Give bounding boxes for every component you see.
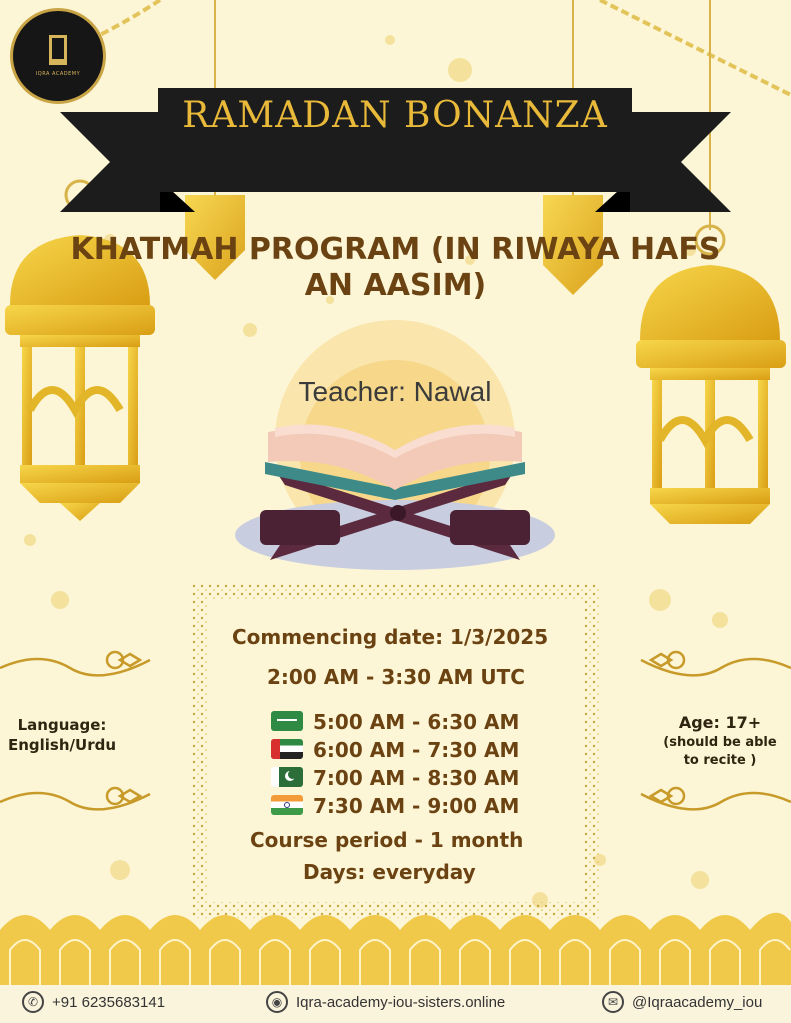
time-row-uae: 6:00 AM - 7:30 AM	[313, 738, 520, 762]
language-value: English/Urdu	[7, 736, 117, 754]
footer-website[interactable]	[266, 987, 505, 1017]
language-info	[0, 715, 124, 755]
utc-time: 2:00 AM - 3:30 AM UTC	[267, 665, 525, 689]
email-handle: @Iqraacademy_iou	[632, 993, 763, 1011]
phone-icon: ✆	[22, 991, 44, 1013]
course-period: Course period - 1 month	[250, 828, 524, 852]
age-note-2: to recite )	[683, 753, 757, 768]
language-label: Language:	[17, 716, 107, 734]
commencing-date: Commencing date: 1/3/2025	[232, 625, 549, 649]
mail-icon: ✉	[602, 991, 624, 1013]
age-label: Age: 17+	[678, 713, 762, 732]
saudi-arabia-flag-icon	[271, 711, 303, 731]
globe-icon: ◉	[266, 991, 288, 1013]
logo-monogram-icon	[49, 35, 67, 65]
website-link: Iqra-academy-iou-sisters.online	[296, 993, 506, 1011]
uae-flag-icon	[271, 739, 303, 759]
age-note-1: (should be able	[663, 735, 777, 750]
footer-phone[interactable]	[22, 987, 165, 1017]
phone-number: +91 6235683141	[52, 993, 166, 1011]
india-flag-icon	[271, 795, 303, 815]
course-days: Days: everyday	[303, 860, 476, 884]
teacher-name: Teacher: Nawal	[298, 376, 492, 407]
academy-logo	[10, 8, 106, 104]
pakistan-flag-icon	[271, 767, 303, 787]
age-info	[652, 712, 788, 770]
footer-email[interactable]	[602, 987, 762, 1017]
logo-text: IQRA ACADEMY	[35, 71, 81, 77]
time-row-saudi: 5:00 AM - 6:30 AM	[313, 710, 520, 734]
time-row-india: 7:30 AM - 9:00 AM	[313, 794, 520, 818]
headline-line-2: AN AASIM)	[304, 268, 487, 303]
banner-title: RAMADAN BONANZA	[182, 95, 608, 136]
time-row-pakistan: 7:00 AM - 8:30 AM	[313, 766, 520, 790]
headline-line-1: KHATMAH PROGRAM (IN RIWAYA HAFS	[70, 232, 721, 267]
program-headline	[40, 232, 751, 304]
